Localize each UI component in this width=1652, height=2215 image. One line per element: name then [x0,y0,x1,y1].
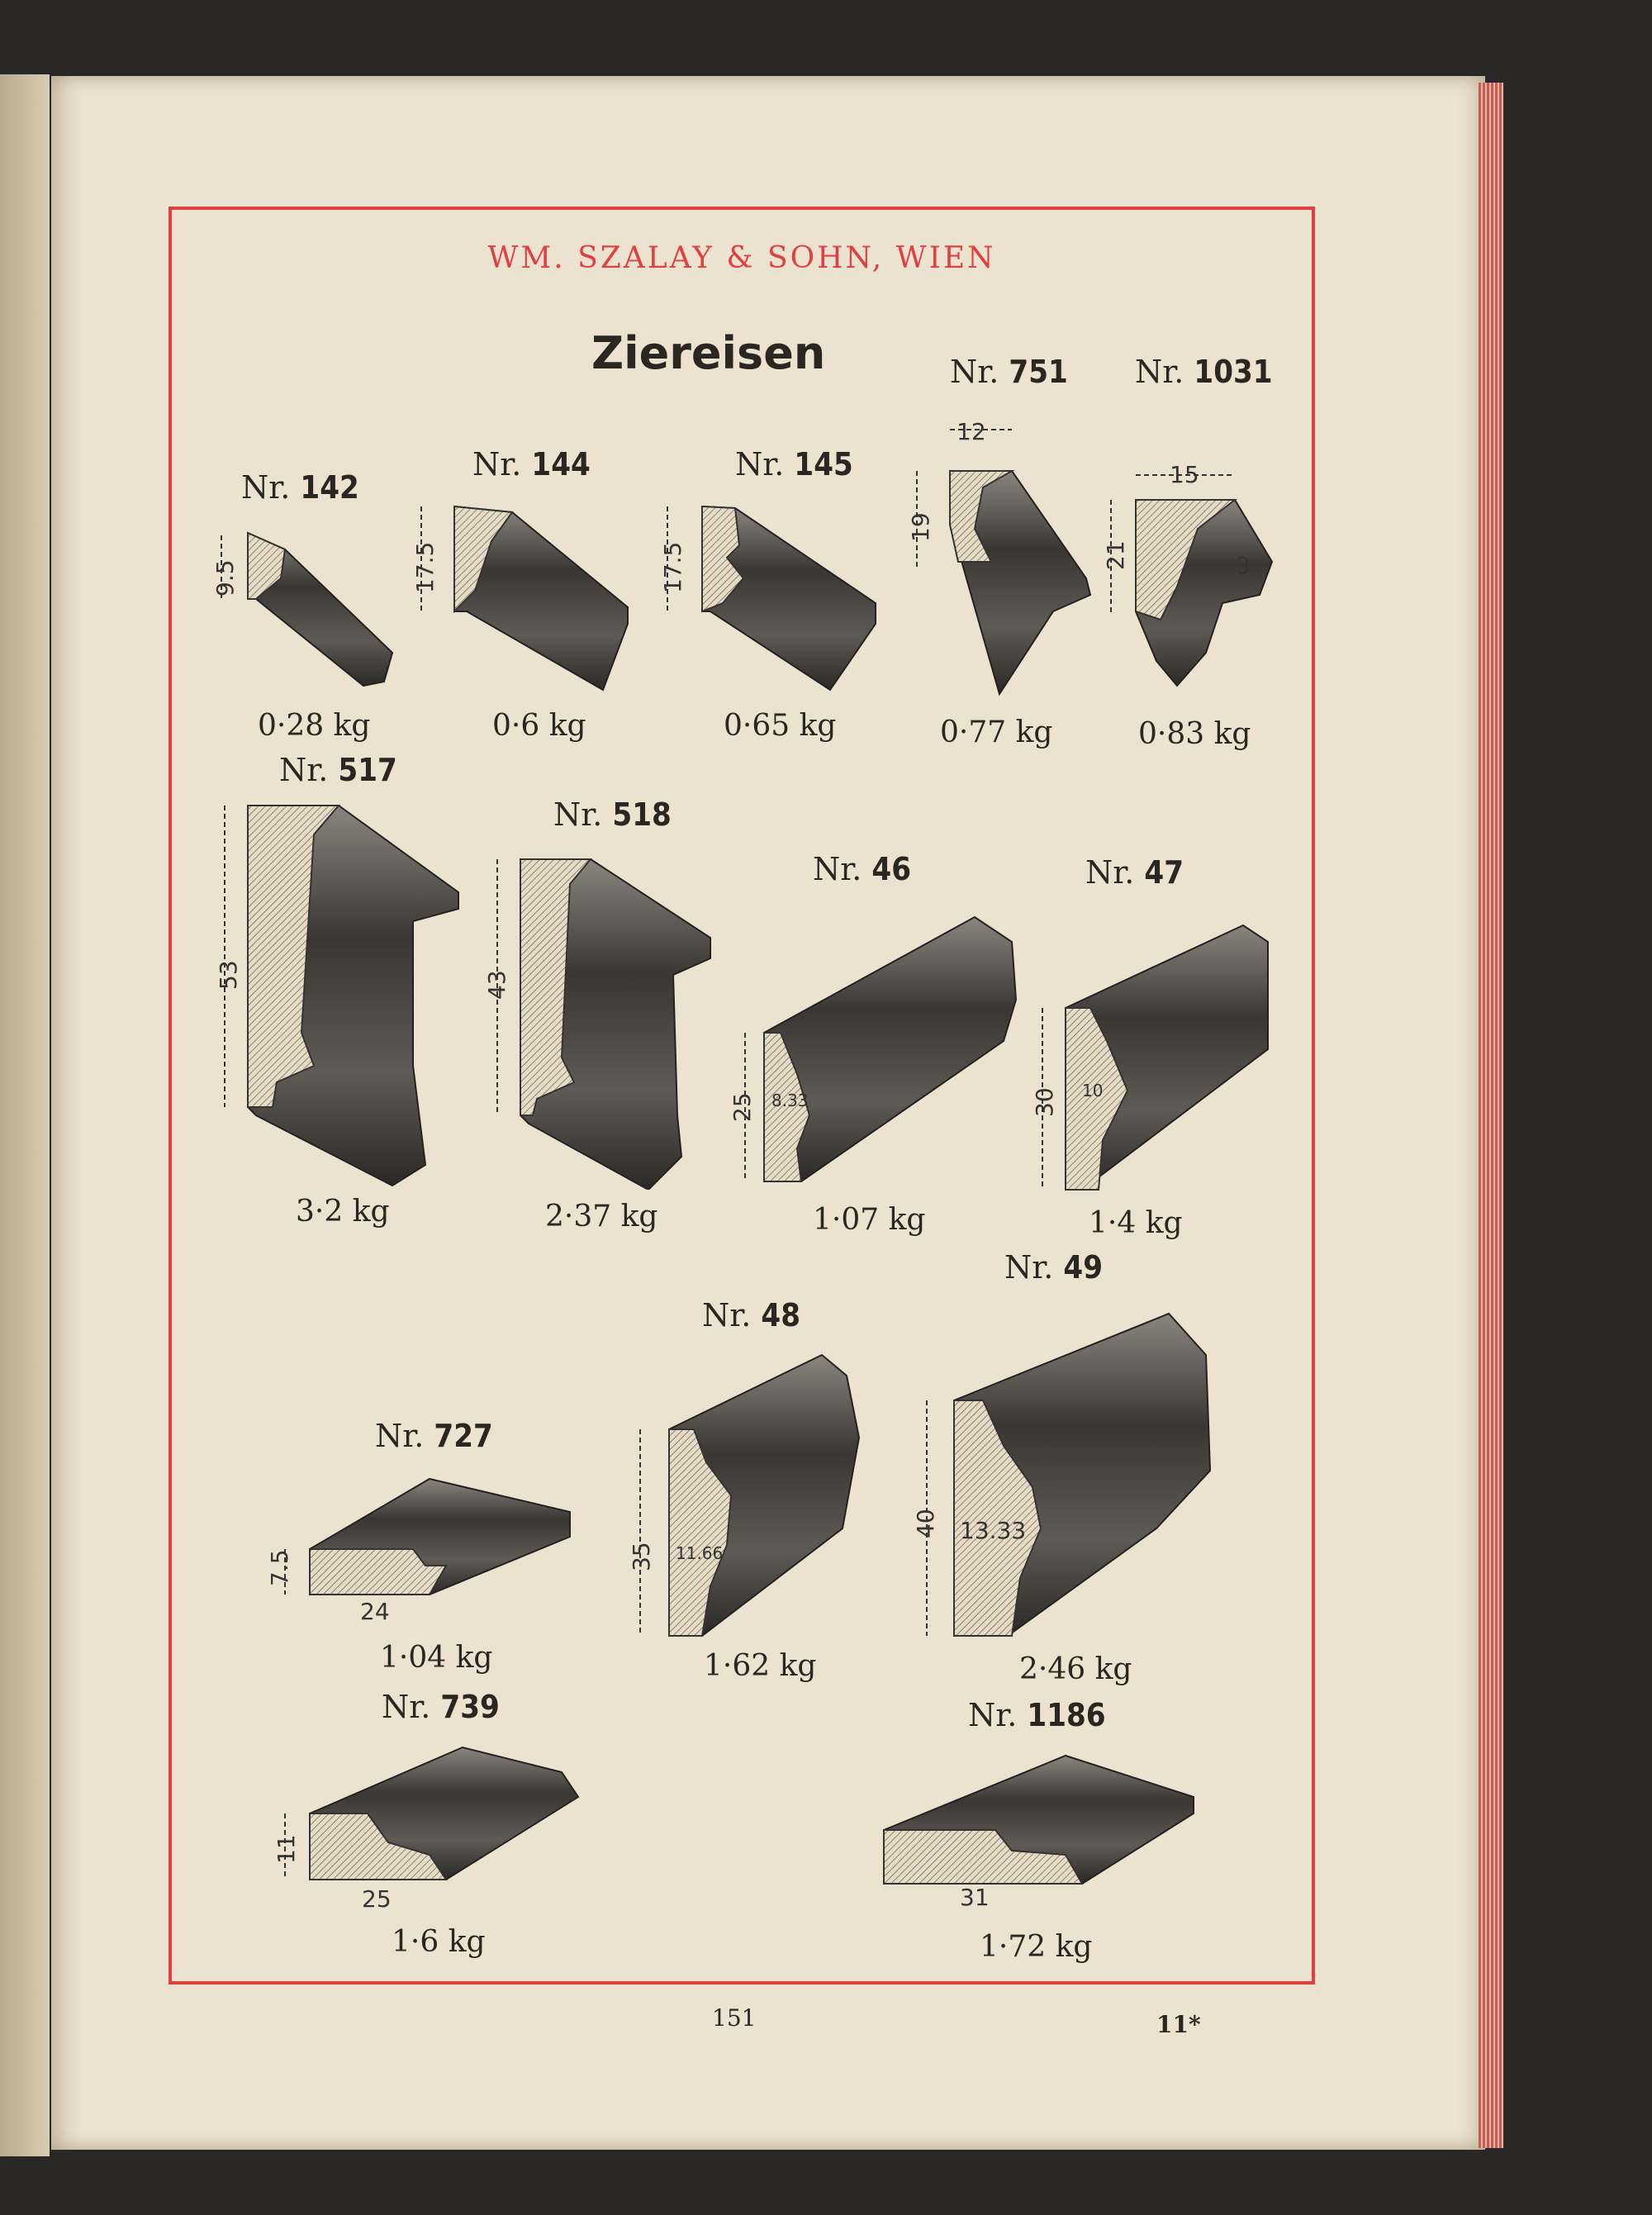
item-144-weight: 0·6 kg [492,709,586,743]
item-739-label: Nr. 739 [382,1689,500,1725]
item-517-weight: 3·2 kg [296,1195,390,1229]
item-727-dim-width: 24 [360,1598,390,1625]
item-142-label: Nr. 142 [241,469,359,506]
item-49-profile [900,1305,1222,1644]
item-1031-label: Nr. 1031 [1135,354,1273,390]
item-751-weight: 0·77 kg [940,715,1053,749]
item-751-dim-height: 19 [907,512,934,542]
item-49-dim-height: 40 [912,1509,939,1538]
item-46-dim-height: 25 [729,1092,756,1122]
item-1186-dim-width: 31 [960,1884,990,1911]
item-517-dim: 53 [215,960,242,990]
item-751-dim-width: 12 [957,418,986,445]
item-46-profile [727,909,1024,1190]
item-48-weight: 1·62 kg [704,1649,817,1683]
item-49-label: Nr. 49 [1004,1249,1103,1286]
item-727-label: Nr. 727 [375,1418,493,1454]
item-144-dim: 17.5 [411,541,439,593]
item-144-label: Nr. 144 [472,446,591,482]
item-739-dim-width: 25 [362,1885,392,1913]
item-46-dim-inner: 8.33 [771,1091,809,1110]
item-47-weight: 1·4 kg [1089,1206,1183,1240]
item-48-label: Nr. 48 [702,1297,800,1333]
item-47-profile [1024,917,1280,1198]
item-47-dim-inner: 10 [1082,1081,1104,1100]
item-46-label: Nr. 46 [813,851,911,887]
item-1186-label: Nr. 1186 [968,1697,1106,1733]
item-48-dim-height: 35 [628,1542,655,1571]
company-header: WM. SZALAY & SOHN, WIEN [487,241,996,275]
item-49-weight: 2·46 kg [1019,1652,1132,1686]
item-517-label: Nr. 517 [279,752,397,788]
left-page-edge [0,74,50,2156]
item-47-label: Nr. 47 [1085,854,1184,891]
item-1031-profile [1099,463,1289,702]
page-title: Ziereisen [591,327,826,379]
item-48-dim-inner: 11.66 [676,1543,724,1563]
item-49-dim-inner: 13.33 [960,1517,1027,1544]
item-518-weight: 2·37 kg [545,1200,658,1233]
item-751-profile [900,413,1099,702]
item-727-profile [264,1471,578,1603]
item-145-profile [653,500,884,698]
item-739-dim-height: 11 [273,1834,300,1864]
item-739-weight: 1·6 kg [392,1925,486,1959]
item-145-dim: 17.5 [659,541,686,593]
item-144-profile [409,500,640,698]
item-142-profile [206,529,405,702]
item-751-label: Nr. 751 [950,354,1068,390]
item-145-weight: 0·65 kg [724,709,837,743]
item-1031-dim-width: 15 [1170,461,1199,488]
item-48-profile [611,1347,867,1644]
item-142-dim: 9.5 [211,559,239,597]
item-1186-profile [876,1752,1206,1892]
item-518-dim: 43 [483,970,510,1000]
item-517-profile [206,801,471,1190]
item-518-label: Nr. 518 [553,796,672,833]
item-46-weight: 1·07 kg [813,1203,926,1237]
item-1031-dim-height: 21 [1102,540,1129,570]
signature-mark: 11* [1156,2011,1201,2038]
item-1031-dim-lip: 3 [1236,552,1251,579]
item-518-profile [471,851,719,1190]
page-number: 151 [712,2004,757,2032]
item-739-profile [273,1743,586,1884]
item-727-weight: 1·04 kg [380,1641,493,1675]
item-1186-weight: 1·72 kg [980,1930,1093,1964]
item-142-weight: 0·28 kg [258,709,371,743]
page-stack-edge [1479,83,1503,2148]
item-145-label: Nr. 145 [735,446,853,482]
item-1031-weight: 0·83 kg [1138,717,1251,751]
item-727-dim-height: 7.5 [266,1549,293,1586]
item-47-dim-height: 30 [1031,1087,1058,1117]
